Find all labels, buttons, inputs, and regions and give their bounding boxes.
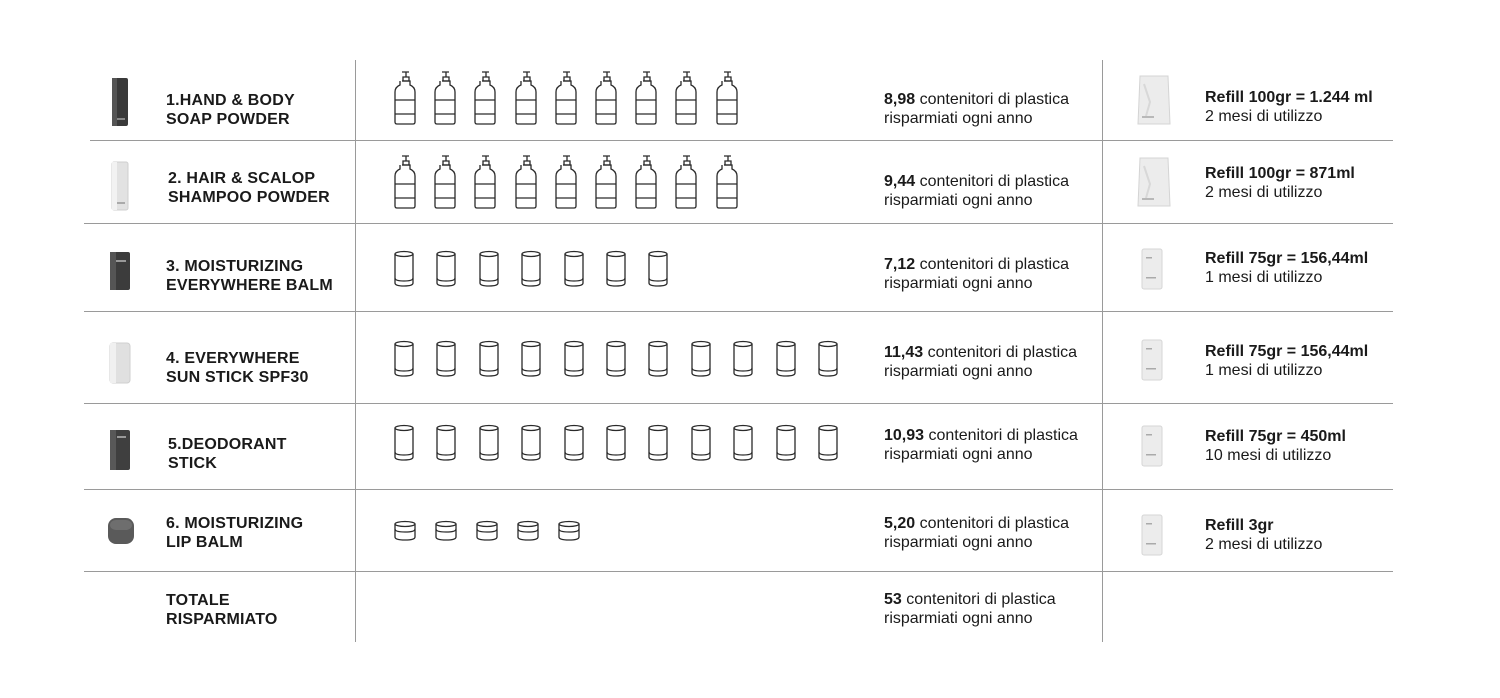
total-containers-saved: 53 contenitori di plastica risparmiati ogni anno [884,591,1056,627]
jar-icon [732,340,754,378]
refill-info: Refill 75gr = 156,44ml 1 mesi di utilizzo [1205,343,1369,379]
jar-icon [775,340,797,378]
jar-icon [478,250,500,288]
product-name: 5.DEODORANT STICK [168,436,287,472]
refill-info: Refill 100gr = 1.244 ml 2 mesi di utilizzo [1205,89,1373,125]
product-name: 1.HAND & BODY SOAP POWDER [166,92,295,128]
pump-bottle-icon [433,70,457,126]
jar-icon [478,340,500,378]
jar-icon [563,250,585,288]
jar-icon [647,250,669,288]
jar-icon [393,340,415,378]
product-name: 3. MOISTURIZING EVERYWHERE BALM [166,258,333,294]
jar-icon [435,250,457,288]
column-divider [1102,60,1103,642]
product-image [108,76,132,133]
jar-icon [563,424,585,462]
pump-bottle-icon [715,154,739,210]
jar-icon [647,340,669,378]
total-label: TOTALE RISPARMIATO [166,592,278,628]
pump-bottle-icon [393,70,417,126]
containers-saved: 10,93 contenitori di plastica risparmiati ogni anno [884,427,1078,463]
pump-bottle-icon [554,70,578,126]
pump-bottle-icon [634,154,658,210]
refill-info: Refill 3gr 2 mesi di utilizzo [1205,517,1323,553]
row-divider [84,223,1393,224]
pump-bottle-icon [674,154,698,210]
refill-info: Refill 75gr = 450ml 10 mesi di utilizzo [1205,428,1346,464]
column-divider [355,60,356,642]
jar-icon [393,424,415,462]
jar-icon [690,424,712,462]
jar-icon [605,340,627,378]
tin-icon [393,520,417,542]
jar-icon [647,424,669,462]
row-divider [90,140,1393,141]
pump-bottle-icon [393,154,417,210]
tin-icon [475,520,499,542]
product-image [105,515,137,552]
pump-bottle-icon [715,70,739,126]
pump-bottle-icon [514,70,538,126]
pump-bottle-icon [594,70,618,126]
jar-icon [690,340,712,378]
containers-saved: 9,44 contenitori di plastica risparmiati ogni anno [884,173,1069,209]
containers-saved: 8,98 contenitori di plastica risparmiati ogni anno [884,91,1069,127]
product-name: 6. MOISTURIZING LIP BALM [166,515,304,551]
jar-icon [817,424,839,462]
pump-bottle-icon [594,154,618,210]
pump-bottle-icon [634,70,658,126]
pump-bottle-icon [554,154,578,210]
refill-info: Refill 100gr = 871ml 2 mesi di utilizzo [1205,165,1355,201]
jar-icon [520,424,542,462]
jar-icon [478,424,500,462]
product-image [107,250,133,297]
refill-pouch-image [1134,154,1174,215]
tin-icon [557,520,581,542]
row-divider [84,571,1393,572]
pump-bottle-icon [514,154,538,210]
jar-icon [775,424,797,462]
jar-icon [732,424,754,462]
jar-icon [435,340,457,378]
row-divider [84,403,1393,404]
refill-stick-image [1140,247,1164,296]
containers-saved: 11,43 contenitori di plastica risparmiati ogni anno [884,344,1078,380]
product-image [108,160,132,217]
refill-pouch-image [1134,72,1174,133]
refill-stick-image [1140,424,1164,473]
jar-icon [817,340,839,378]
pump-bottle-icon [473,70,497,126]
refill-stick-image [1140,513,1164,562]
jar-icon [605,250,627,288]
product-name: 4. EVERYWHERE SUN STICK SPF30 [166,350,309,386]
jar-icon [520,250,542,288]
tin-icon [516,520,540,542]
jar-icon [520,340,542,378]
pump-bottle-icon [473,154,497,210]
product-name: 2. HAIR & SCALOP SHAMPOO POWDER [168,170,330,206]
jar-icon [435,424,457,462]
tin-icon [434,520,458,542]
product-image [107,341,133,390]
pump-bottle-icon [433,154,457,210]
jar-icon [563,340,585,378]
product-image [107,428,133,477]
refill-info: Refill 75gr = 156,44ml 1 mesi di utilizzo [1205,250,1369,286]
row-divider [84,311,1393,312]
pump-bottle-icon [674,70,698,126]
jar-icon [605,424,627,462]
row-divider [84,489,1393,490]
jar-icon [393,250,415,288]
refill-stick-image [1140,338,1164,387]
containers-saved: 5,20 contenitori di plastica risparmiati ogni anno [884,515,1069,551]
containers-saved: 7,12 contenitori di plastica risparmiati ogni anno [884,256,1069,292]
